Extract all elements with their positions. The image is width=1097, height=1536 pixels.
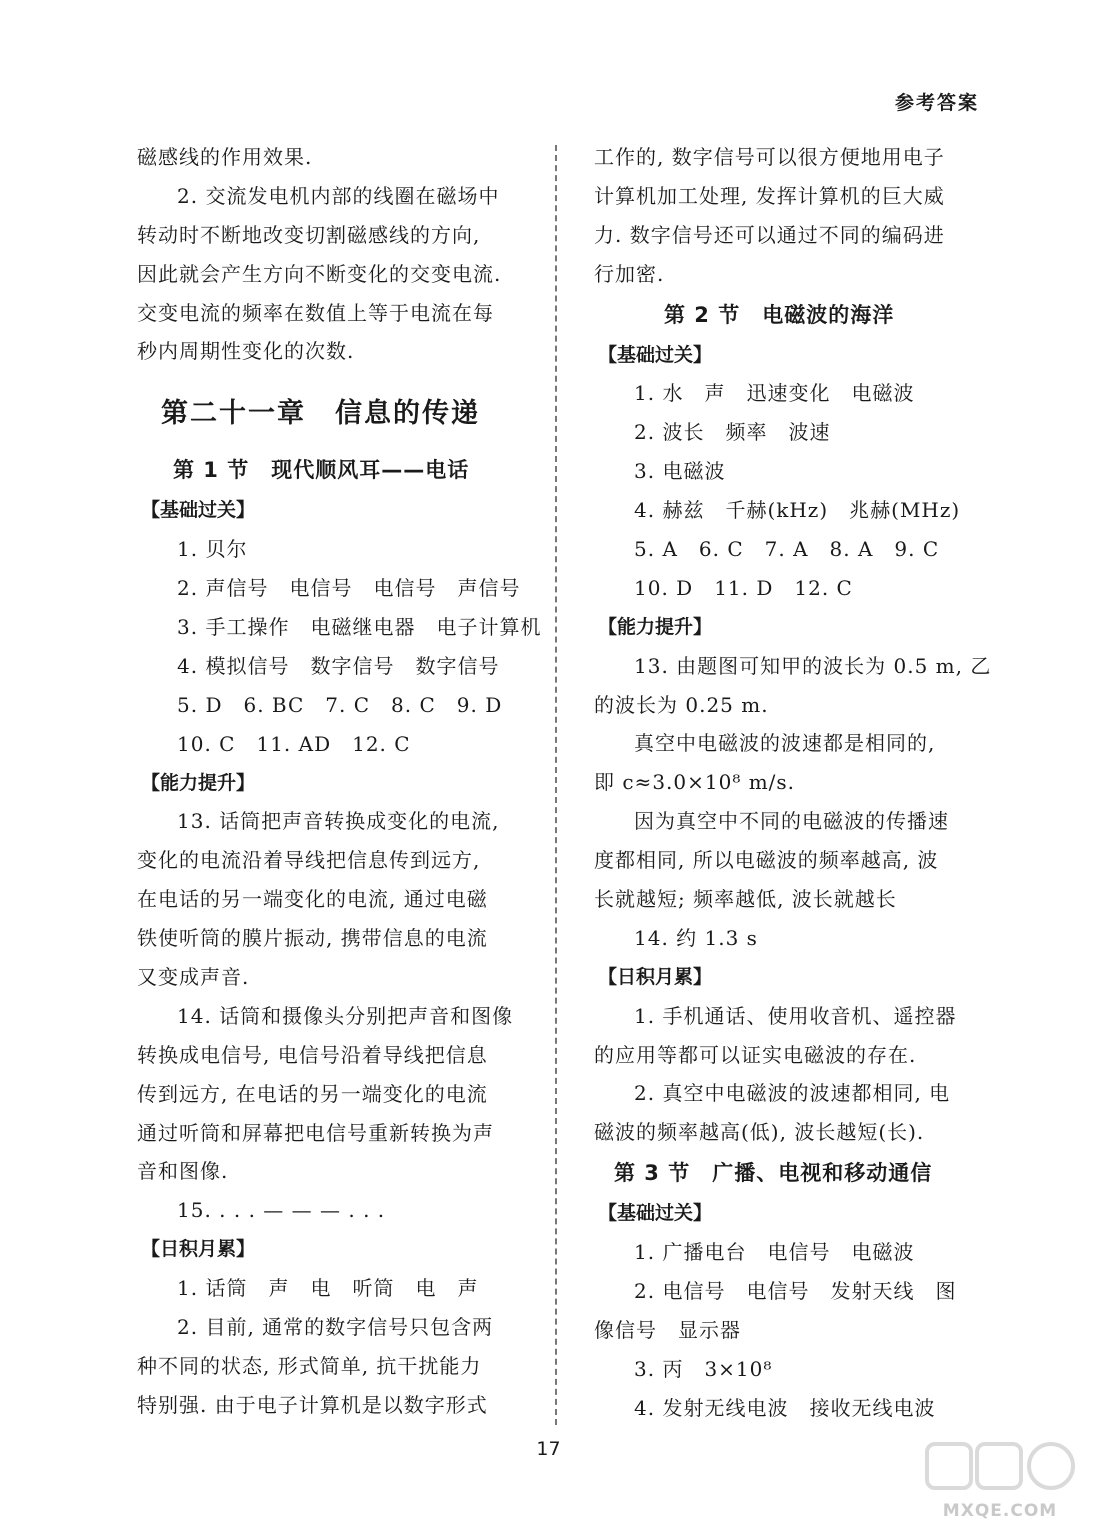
answer-line: 2. 目前, 通常的数字信号只包含两 [177, 1315, 494, 1340]
subsection-label: 【日积月累】 [598, 965, 713, 988]
subsection-label: 【基础过关】 [598, 1202, 713, 1225]
answer-line: 3. 丙 3×10⁸ [634, 1356, 773, 1381]
answer-line: 像信号 显示器 [594, 1317, 741, 1342]
text-line: 因此就会产生方向不断变化的交变电流. [137, 261, 502, 286]
answer-line: 13. 由题图可知甲的波长为 0.5 m, 乙 [634, 653, 992, 678]
answer-line: 音和图像. [137, 1159, 229, 1184]
answer-line: 1. 水 声 迅速变化 电磁波 [634, 381, 915, 406]
answer-line: 13. 话筒把声音转换成变化的电流, [177, 809, 500, 834]
answer-line: 1. 手机通话、使用收音机、遥控器 [634, 1003, 957, 1028]
answer-line: 即 c≈3.0×10⁸ m/s. [594, 770, 796, 795]
answer-line: 14. 约 1.3 s [634, 925, 758, 950]
watermark-text: MXQE.COM [942, 1501, 1058, 1521]
answer-line: 2. 波长 频率 波速 [634, 420, 831, 445]
subsection-label: 【基础过关】 [141, 499, 256, 522]
text-line: 磁感线的作用效果. [137, 145, 313, 169]
answer-line: 3. 电磁波 [634, 459, 726, 484]
text-line: 行加密. [594, 261, 665, 286]
text-line: 2. 交流发电机内部的线圈在磁场中 [177, 183, 500, 208]
answer-line: 1. 话筒 声 电 听筒 电 声 [177, 1276, 479, 1301]
answer-line: 特别强. 由于电子计算机是以数字形式 [137, 1392, 488, 1417]
text-line: 工作的, 数字信号可以很方便地用电子 [594, 145, 945, 169]
answer-line: 3. 手工操作 电磁继电器 电子计算机 [177, 615, 542, 640]
chapter-title: 第二十一章 信息的传递 [161, 398, 480, 430]
answer-line: 通过听筒和屏幕把电信号重新转换为声 [137, 1120, 494, 1145]
answer-line: 度都相同, 所以电磁波的频率越高, 波 [594, 848, 939, 873]
left-column [137, 138, 542, 1425]
subsection-label: 【能力提升】 [598, 615, 713, 638]
answer-line: 4. 模拟信号 数字信号 数字信号 [177, 653, 500, 678]
answer-line: 1. 贝尔 [177, 537, 248, 562]
subsection-label: 【能力提升】 [141, 771, 256, 794]
page-number: 17 [536, 1438, 561, 1460]
answer-line: 2. 声信号 电信号 电信号 声信号 [177, 576, 521, 601]
answer-line: 1. 广播电台 电信号 电磁波 [634, 1240, 915, 1265]
answer-line: 的波长为 0.25 m. [594, 692, 769, 717]
text-line: 转动时不断地改变切割磁感线的方向, [137, 222, 481, 247]
answer-line: 转换成电信号, 电信号沿着导线把信息 [137, 1042, 488, 1067]
answer-line: 的应用等都可以证实电磁波的存在. [594, 1042, 917, 1067]
answer-line: 4. 赫兹 千赫(kHz) 兆赫(MHz) [634, 498, 961, 523]
text-line: 秒内周期性变化的次数. [137, 339, 355, 364]
answer-line: 种不同的状态, 形式简单, 抗干扰能力 [137, 1353, 482, 1378]
section-title: 第 2 节 电磁波的海洋 [664, 302, 895, 327]
answer-line: 2. 电信号 电信号 发射天线 图 [634, 1279, 957, 1304]
answer-line: 10. D 11. D 12. C [634, 575, 853, 600]
watermark-logo [915, 1436, 1085, 1526]
answer-line: 15. . . . — — — . . . [177, 1198, 386, 1223]
answer-line: 变化的电流沿着导线把信息传到远方, [137, 848, 481, 873]
answer-line: 因为真空中不同的电磁波的传播速 [634, 809, 949, 834]
answer-line: 10. C 11. AD 12. C [177, 731, 411, 756]
section-title: 第 1 节 现代顺风耳——电话 [173, 458, 470, 483]
page-header: 参考答案 [894, 92, 979, 114]
answer-line: 真空中电磁波的波速都是相同的, [634, 731, 936, 756]
text-line: 交变电流的频率在数值上等于电流在每 [137, 300, 494, 325]
column-divider [555, 145, 557, 1425]
answer-line: 磁波的频率越高(低), 波长越短(长). [594, 1120, 925, 1145]
text-line: 计算机加工处理, 发挥计算机的巨大威 [594, 183, 945, 208]
answer-line: 长就越短; 频率越低, 波长就越长 [594, 887, 897, 912]
answer-line: 4. 发射无线电波 接收无线电波 [634, 1395, 936, 1420]
answer-line: 传到远方, 在电话的另一端变化的电流 [137, 1081, 488, 1106]
text-line: 力. 数字信号还可以通过不同的编码进 [594, 222, 945, 247]
answer-line: 5. D 6. BC 7. C 8. C 9. D [177, 692, 503, 717]
section-title: 第 3 节 广播、电视和移动通信 [614, 1161, 933, 1186]
answer-line: 铁使听筒的膜片振动, 携带信息的电流 [137, 926, 488, 951]
answer-line: 5. A 6. C 7. A 8. A 9. C [634, 537, 940, 562]
answer-line: 在电话的另一端变化的电流, 通过电磁 [137, 887, 488, 912]
answer-line: 2. 真空中电磁波的波速都相同, 电 [634, 1081, 951, 1106]
right-column [594, 138, 992, 1428]
answer-line: 14. 话筒和摄像头分别把声音和图像 [177, 1003, 514, 1028]
subsection-label: 【日积月累】 [141, 1238, 256, 1261]
subsection-label: 【基础过关】 [598, 343, 713, 366]
answer-line: 又变成声音. [137, 965, 250, 990]
